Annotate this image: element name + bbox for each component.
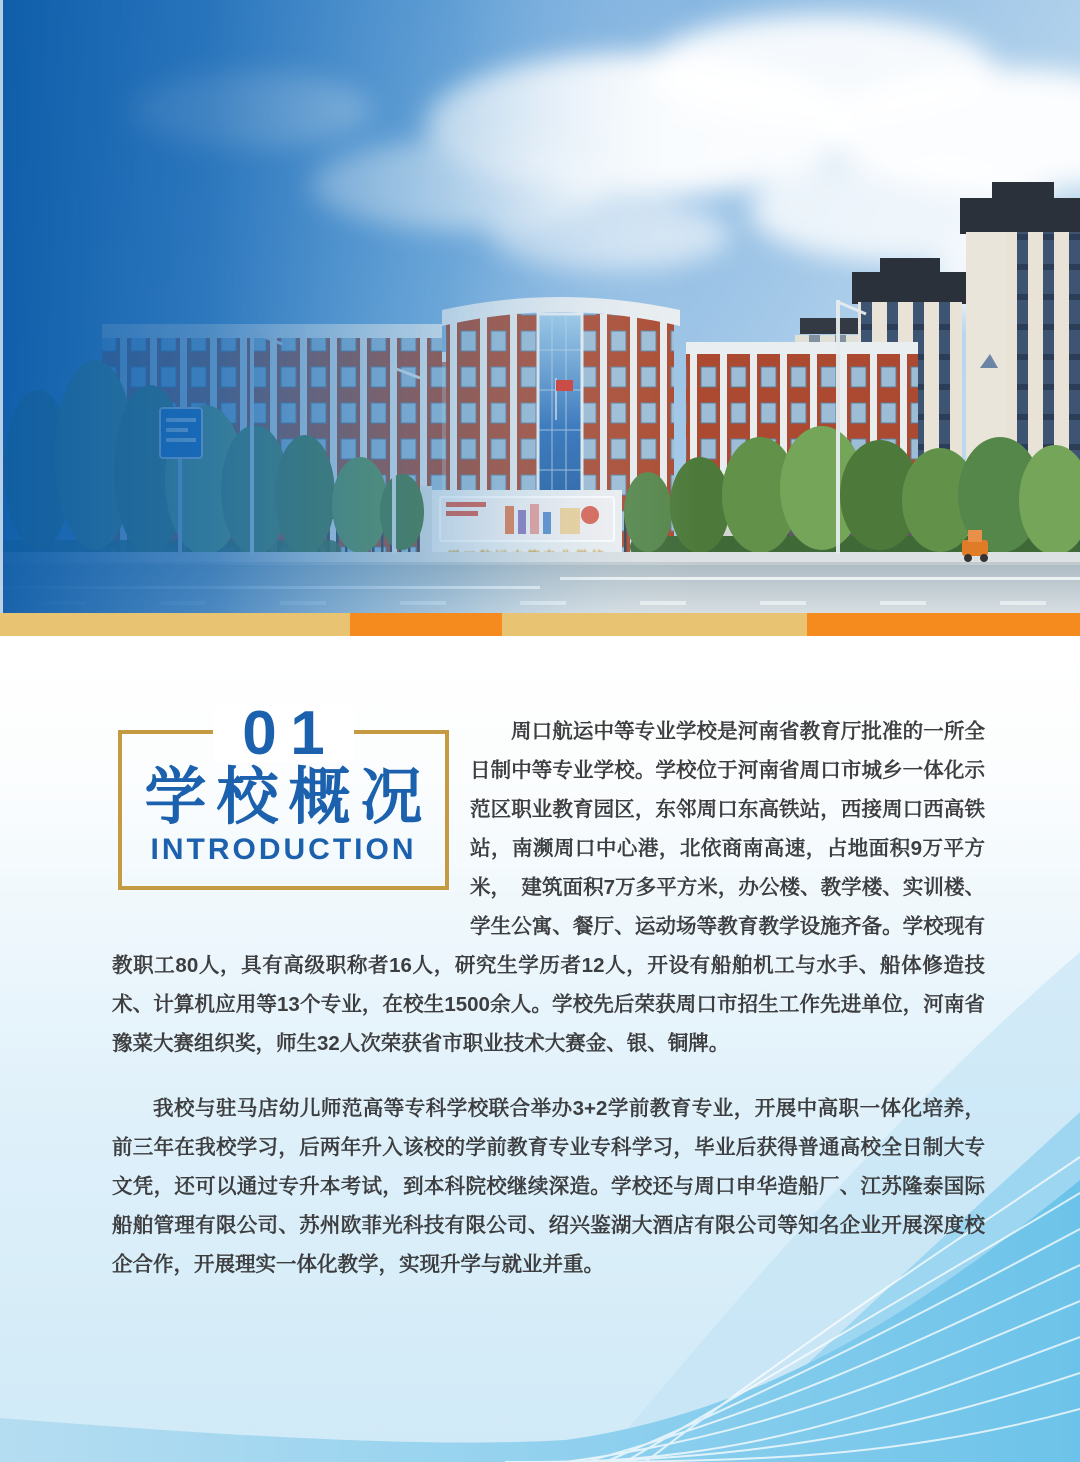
section-title: 学校概况 <box>144 763 433 832</box>
blue-gradient-overlay <box>0 0 700 613</box>
divider-segment-tan <box>0 613 350 636</box>
section-title-block <box>112 699 470 936</box>
section-subtitle: INTRODUCTION <box>150 833 417 866</box>
section-number: 01 <box>213 706 355 762</box>
divider-bar <box>0 613 1080 636</box>
page-left-edge <box>0 0 3 613</box>
campus-photo <box>0 0 1080 613</box>
divider-segment-orange <box>807 613 1080 636</box>
divider-segment-orange <box>350 613 502 636</box>
intro-paragraph-1: 周口航运中等专业学校是河南省教育厅批准的一所全日制中等专业学校。学校位于河南省周口市城乡一体化示范区职业教育园区，东邻周口东高铁站，西接周口西高铁站，南濒周口中心港，北依商南高速，占地面积9万平方米， 建筑面积7万多平方米，办公楼、教学楼、实训楼、学生公寓、餐厅、运动场等教育教学设施齐备。学校现有教职工80人，具有高级职称者16人，研究生学历者12人，开设有船舶机工与水手、船体修造技术、计算机应用等13个专业，在校生1500余人。学校先后荣获周口市招生工作先进单位，河南省豫菜大赛组织奖，师生32人次荣获省市职业技术大赛金、银、铜牌。 <box>112 720 985 1055</box>
divider-segment-tan <box>502 613 807 636</box>
section-number-wrap <box>118 699 449 768</box>
intro-section <box>112 699 985 1284</box>
intro-paragraph-2: 我校与驻马店幼儿师范高等专科学校联合举办3+2学前教育专业，开展中高职一体化培养，前三年在我校学习，后两年升入该校的学前教育专业专科学习，毕业后获得普通高校全日制大专文凭，还可以通过专升本考试，到本科院校继续深造。学校还与周口申华造船厂、江苏隆泰国际船舶管理有限公司、苏州欧菲光科技有限公司、绍兴鉴湖大酒店有限公司等知名企业开展深度校企合作，开展理实一体化教学，实现升学与就业并重。 <box>112 1097 985 1276</box>
